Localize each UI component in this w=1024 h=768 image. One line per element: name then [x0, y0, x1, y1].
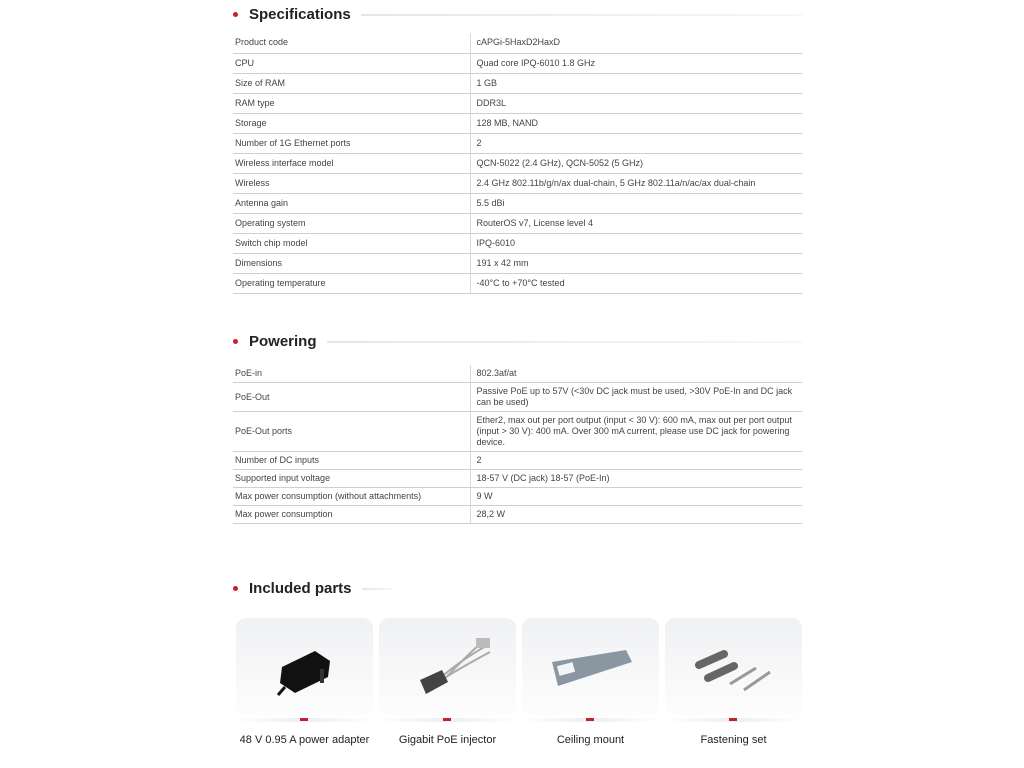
spec-value: 2: [470, 133, 802, 153]
divider: [362, 588, 393, 590]
spec-value: Quad core IPQ-6010 1.8 GHz: [470, 53, 802, 73]
table-row: [233, 365, 802, 383]
table-row: [233, 213, 802, 233]
spec-value: 28,2 W: [470, 506, 802, 524]
table-row: [233, 193, 802, 213]
table-row: [233, 113, 802, 133]
spec-value: cAPGi-5HaxD2HaxD: [470, 33, 802, 53]
table-row: [233, 452, 802, 470]
spec-value: 5.5 dBi: [470, 193, 802, 213]
table-row: [233, 93, 802, 113]
spec-value: Passive PoE up to 57V (<30v DC jack must be used, >30V PoE-In and DC jack can be used): [470, 383, 802, 412]
spec-value: 18-57 V (DC jack) 18-57 (PoE-In): [470, 470, 802, 488]
spec-value: 191 x 42 mm: [470, 253, 802, 273]
table-row: [233, 153, 802, 173]
table-row: [233, 470, 802, 488]
bullet-icon: [233, 339, 238, 344]
spec-value: 802.3af/at: [470, 365, 802, 383]
table-row: [233, 253, 802, 273]
bullet-icon: [233, 12, 238, 17]
spec-label: Max power consumption (without attachments): [233, 488, 470, 506]
spec-value: IPQ-6010: [470, 233, 802, 253]
spec-value: 128 MB, NAND: [470, 113, 802, 133]
bullet-icon: [233, 586, 238, 591]
divider: [327, 341, 802, 343]
table-row: [233, 173, 802, 193]
spec-label: PoE-in: [233, 365, 470, 383]
table-row: [233, 383, 802, 412]
spec-label: PoE-Out ports: [233, 412, 470, 452]
spec-label: Switch chip model: [233, 233, 470, 253]
part-card: 48 V 0.95 A power adapter: [236, 618, 373, 747]
table-row: [233, 33, 802, 53]
ceiling-mount-icon: [522, 618, 659, 716]
divider: [361, 14, 802, 16]
table-row: [233, 133, 802, 153]
table-row: [233, 73, 802, 93]
separator: [665, 718, 802, 722]
spec-label: Wireless interface model: [233, 153, 470, 173]
spec-label: Operating system: [233, 213, 470, 233]
spec-label: Number of DC inputs: [233, 452, 470, 470]
separator: [522, 718, 659, 722]
spec-label: Storage: [233, 113, 470, 133]
spec-label: Number of 1G Ethernet ports: [233, 133, 470, 153]
spec-value: Ether2, max out per port output (input < 30 V): 600 mA, max out per port output (input > 30 V): 400 mA. Over 300 mA current, please use DC jack for powering device.: [470, 412, 802, 452]
table-row: [233, 506, 802, 524]
table-row: [233, 412, 802, 452]
spec-label: Dimensions: [233, 253, 470, 273]
spec-label: Size of RAM: [233, 73, 470, 93]
part-card: Fastening set: [665, 618, 802, 747]
spec-value: RouterOS v7, License level 4: [470, 213, 802, 233]
spec-label: Product code: [233, 33, 470, 53]
spec-value: QCN-5022 (2.4 GHz), QCN-5052 (5 GHz): [470, 153, 802, 173]
spec-label: Max power consumption: [233, 506, 470, 524]
spec-value: 1 GB: [470, 73, 802, 93]
spec-label: Operating temperature: [233, 273, 470, 293]
poe-injector-icon: [379, 618, 516, 716]
separator: [236, 718, 373, 722]
table-row: [233, 53, 802, 73]
spec-label: Supported input voltage: [233, 470, 470, 488]
spec-label: Wireless: [233, 173, 470, 193]
included-parts-list: [236, 618, 802, 747]
table-row: [233, 273, 802, 293]
spec-value: 2: [470, 452, 802, 470]
spec-label: Antenna gain: [233, 193, 470, 213]
spec-value: DDR3L: [470, 93, 802, 113]
specifications-table: [233, 33, 802, 294]
spec-value: -40°C to +70°C tested: [470, 273, 802, 293]
spec-value: 9 W: [470, 488, 802, 506]
power-adapter-icon: [236, 618, 373, 716]
table-row: [233, 488, 802, 506]
spec-label: PoE-Out: [233, 383, 470, 412]
powering-table: [233, 365, 802, 524]
included-parts-heading: Included parts: [233, 580, 393, 597]
specifications-heading: Specifications: [233, 6, 802, 23]
part-card: Ceiling mount: [522, 618, 659, 747]
separator: [379, 718, 516, 722]
powering-heading: Powering: [233, 333, 802, 350]
spec-value: 2.4 GHz 802.11b/g/n/ax dual-chain, 5 GHz 802.11a/n/ac/ax dual-chain: [470, 173, 802, 193]
fastening-set-icon: [665, 618, 802, 716]
table-row: [233, 233, 802, 253]
spec-label: RAM type: [233, 93, 470, 113]
part-card: Gigabit PoE injector: [379, 618, 516, 747]
spec-label: CPU: [233, 53, 470, 73]
